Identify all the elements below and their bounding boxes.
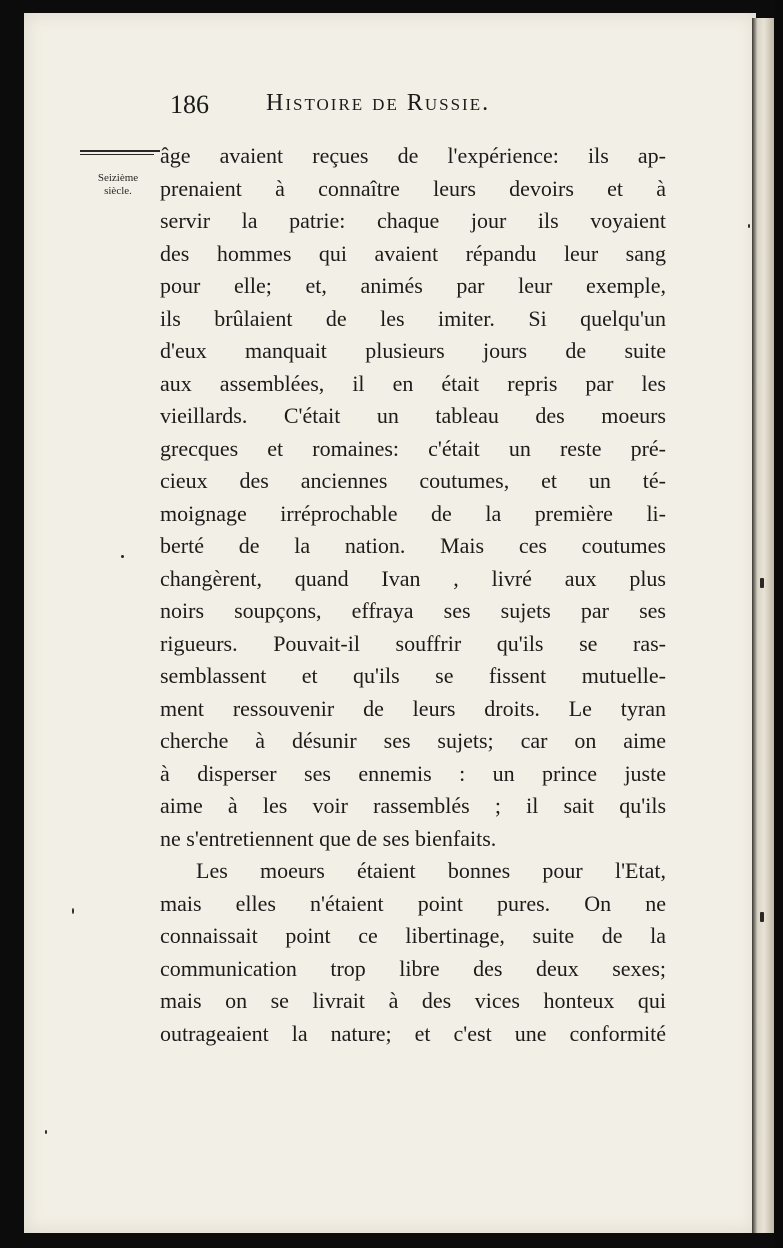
text-line: cherche à désunir ses sujets; car on aime <box>160 728 666 753</box>
page-gutter <box>752 18 774 1233</box>
text-line: moignage irréprochable de la première li- <box>160 500 666 526</box>
marginal-note <box>82 172 154 198</box>
rule-bar <box>80 150 160 152</box>
rule-bar-thin <box>80 154 154 155</box>
scan-border <box>774 0 783 1248</box>
text-line: cieux des anciennes coutumes, et un té- <box>160 468 666 493</box>
text-line: servir la patrie: chaque jour ils voyaient <box>160 208 666 233</box>
book-title: Histoire de Russie. <box>266 90 491 116</box>
text-line: pour elle; et, animés par leur exemple, <box>160 273 666 298</box>
text-line: ne s'entretiennent que de ses bienfaits. <box>160 825 497 851</box>
text-line: semblassent et qu'ils se fissent mutuelle- <box>160 663 666 688</box>
text-line: outrageaient la nature; et c'est une conformité <box>160 1020 666 1046</box>
text-line: mais on se livrait à des vices honteux qui <box>160 988 666 1013</box>
text-line: à disperser ses ennemis : un prince juste <box>160 760 666 786</box>
text-line: des hommes qui avaient répandu leur sang <box>160 240 666 266</box>
text-line: ment ressouvenir de leurs droits. Le tyran <box>160 695 666 721</box>
text-line: vieillards. C'était un tableau des moeurs <box>160 403 666 428</box>
ink-speck <box>121 555 124 558</box>
text-line: mais elles n'étaient point pures. On ne <box>160 890 666 916</box>
text-line: prenaient à connaître leurs devoirs et à <box>160 175 666 201</box>
ink-speck <box>760 912 764 922</box>
text-line: connaissait point ce libertinage, suite de la <box>160 923 666 948</box>
text-line: aime à les voir rassemblés ; il sait qu'ils <box>160 793 666 818</box>
ink-speck <box>45 1130 47 1134</box>
running-head <box>170 90 590 126</box>
text-line: grecques et romaines: c'était un reste pré- <box>160 435 666 461</box>
text-line: changèrent, quand Ivan , livré aux plus <box>160 565 666 591</box>
ink-speck <box>760 578 764 588</box>
text-line: communication trop libre des deux sexes; <box>160 955 666 981</box>
text-line: noirs soupçons, effraya ses sujets par ses <box>160 598 666 623</box>
marginal-note-line: Seizième <box>97 172 139 184</box>
text-line: aux assemblées, il en était repris par les <box>160 370 666 396</box>
ink-speck <box>72 908 74 914</box>
text-line: Les moeurs étaient bonnes pour l'Etat, <box>196 858 666 883</box>
section-rule <box>80 150 160 157</box>
body-text <box>160 140 666 1050</box>
text-line: d'eux manquait plusieurs jours de suite <box>160 338 666 363</box>
page-number: 186 <box>170 90 209 119</box>
marginal-note-line: siècle. <box>104 185 132 197</box>
text-line: berté de la nation. Mais ces coutumes <box>160 533 666 558</box>
text-line: ils brûlaient de les imiter. Si quelqu'un <box>160 305 666 331</box>
text-line: rigueurs. Pouvait-il souffrir qu'ils se ras- <box>160 630 666 656</box>
ink-speck <box>748 224 750 228</box>
text-line: âge avaient reçues de l'expérience: ils ap- <box>160 143 666 168</box>
